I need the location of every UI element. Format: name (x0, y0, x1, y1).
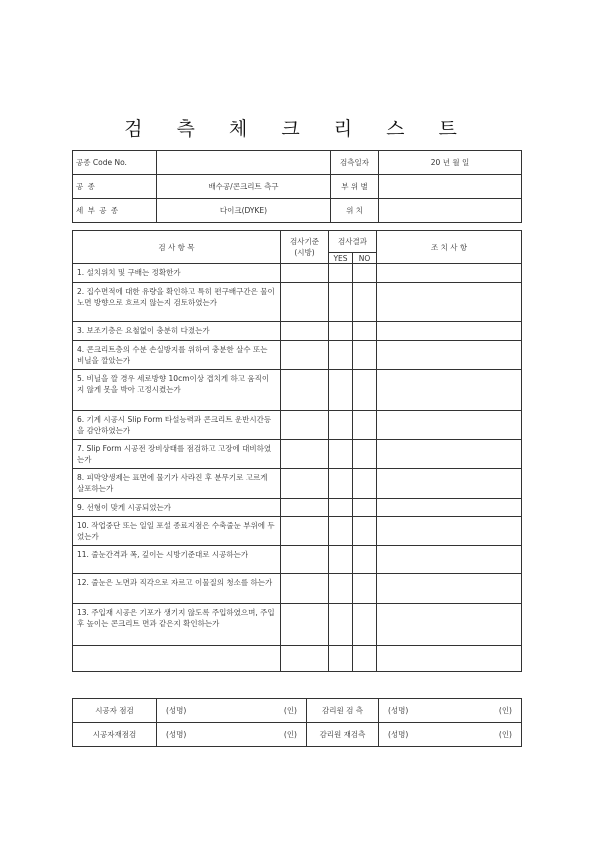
yes-cell[interactable] (329, 264, 353, 283)
action-cell[interactable] (377, 604, 522, 646)
checklist-item-text: 12. 줄눈은 노면과 직각으로 자르고 이물질의 청소를 하는가 (73, 574, 281, 604)
standard-cell[interactable] (281, 341, 329, 370)
standard-cell[interactable] (281, 283, 329, 322)
standard-cell[interactable] (281, 604, 329, 646)
action-cell[interactable] (377, 546, 522, 574)
seal-text: (인) (283, 730, 297, 739)
checklist-item-text: 11. 줄눈간격과 폭, 깊이는 시방기준대로 시공하는가 (73, 546, 281, 574)
col-yes-header: YES (329, 253, 353, 264)
checklist-item-text: 7. Slip Form 시공전 장비상태를 점검하고 고장에 대비하였는가 (73, 440, 281, 469)
checklist-row (73, 370, 522, 411)
no-cell[interactable] (353, 341, 377, 370)
seal-text: (인) (498, 730, 512, 739)
yes-cell[interactable] (329, 440, 353, 469)
supervisor-reinspection-label: 감리원 재검측 (307, 723, 379, 747)
checklist-row (73, 646, 522, 672)
supervisor-reinspection-sign[interactable] (379, 723, 522, 747)
no-cell[interactable] (353, 283, 377, 322)
no-cell[interactable] (353, 646, 377, 672)
sign-name-text: (성명) (166, 730, 187, 739)
no-cell[interactable] (353, 517, 377, 546)
checklist-item-text: 10. 작업중단 또는 일일 포설 종료지점은 수축줄눈 부위에 두었는가 (73, 517, 281, 546)
checklist-item-text: 5. 비닐을 깔 경우 세로방향 10cm이상 겹치게 하고 움직이지 않게 못을 박아 고정시켰는가 (73, 370, 281, 411)
standard-cell[interactable] (281, 546, 329, 574)
checklist-item-text: 3. 보조기층은 요철없이 충분히 다졌는가 (73, 322, 281, 341)
col-item-header: 검 사 항 목 (73, 231, 281, 264)
checklist-row (73, 517, 522, 546)
standard-cell[interactable] (281, 517, 329, 546)
part-name-label: 부 위 별 (331, 175, 379, 199)
yes-cell[interactable] (329, 370, 353, 411)
document-title: 검 측 체 크 리 스 트 (124, 118, 471, 140)
standard-cell[interactable] (281, 322, 329, 341)
signature-table (72, 698, 522, 747)
standard-cell[interactable] (281, 440, 329, 469)
yes-cell[interactable] (329, 646, 353, 672)
no-cell[interactable] (353, 499, 377, 517)
checklist-item-text: 6. 기계 시공시 Slip Form 타설능력과 콘크리트 운반시간등을 감안하였는가 (73, 411, 281, 440)
no-cell[interactable] (353, 370, 377, 411)
yes-cell[interactable] (329, 411, 353, 440)
col-result-header: 검사결과 (329, 231, 377, 253)
standard-cell[interactable] (281, 411, 329, 440)
work-type-value: 배수공/콘크리트 측구 (157, 175, 331, 199)
inspection-date-label: 검측일자 (331, 151, 379, 175)
no-cell[interactable] (353, 604, 377, 646)
checklist-table (72, 230, 522, 672)
checklist-row (73, 264, 522, 283)
col-standard-header: 검사기준 (시방) (281, 231, 329, 264)
action-cell[interactable] (377, 264, 522, 283)
checklist-row (73, 440, 522, 469)
action-cell[interactable] (377, 469, 522, 499)
work-code-label: 공종 Code No. (73, 151, 157, 175)
standard-cell[interactable] (281, 499, 329, 517)
supervisor-inspection-sign[interactable] (379, 699, 522, 723)
supervisor-inspection-label: 감리원 검 측 (307, 699, 379, 723)
yes-cell[interactable] (329, 341, 353, 370)
seal-text: (인) (283, 706, 297, 715)
col-no-header: NO (353, 253, 377, 264)
no-cell[interactable] (353, 264, 377, 283)
col-action-header: 조 치 사 항 (377, 231, 522, 264)
action-cell[interactable] (377, 574, 522, 604)
header-info-table (72, 150, 522, 223)
yes-cell[interactable] (329, 574, 353, 604)
checklist-item-text: 4. 콘크리트층의 수분 손실방지를 위하여 충분한 살수 또는 비닐을 깔았는가 (73, 341, 281, 370)
standard-cell[interactable] (281, 264, 329, 283)
yes-cell[interactable] (329, 517, 353, 546)
no-cell[interactable] (353, 440, 377, 469)
yes-cell[interactable] (329, 469, 353, 499)
action-cell[interactable] (377, 322, 522, 341)
sub-work-label: 세 부 공 종 (73, 199, 157, 223)
action-cell[interactable] (377, 440, 522, 469)
sign-name-text: (성명) (166, 706, 187, 715)
action-cell[interactable] (377, 411, 522, 440)
checklist-item-text: 9. 선형이 맞게 시공되었는가 (73, 499, 281, 517)
no-cell[interactable] (353, 546, 377, 574)
checklist-item-text: 8. 피막양생제는 표면에 물기가 사라진 후 분무기로 고르게 살포하는가 (73, 469, 281, 499)
no-cell[interactable] (353, 574, 377, 604)
contractor-recheck-label: 시공자재점검 (73, 723, 157, 747)
location-label: 위 치 (331, 199, 379, 223)
no-cell[interactable] (353, 322, 377, 341)
checklist-row (73, 322, 522, 341)
yes-cell[interactable] (329, 546, 353, 574)
checklist-row (73, 574, 522, 604)
action-cell[interactable] (377, 370, 522, 411)
checklist-item-text: 1. 설치위치 및 구배는 정확한가 (73, 264, 281, 283)
sign-name-text: (성명) (388, 706, 409, 715)
seal-text: (인) (498, 706, 512, 715)
standard-cell[interactable] (281, 646, 329, 672)
no-cell[interactable] (353, 411, 377, 440)
yes-cell[interactable] (329, 499, 353, 517)
contractor-check-sign[interactable] (157, 699, 307, 723)
checklist-row (73, 604, 522, 646)
action-cell[interactable] (377, 283, 522, 322)
action-cell[interactable] (377, 341, 522, 370)
yes-cell[interactable] (329, 322, 353, 341)
work-type-label: 공 종 (73, 175, 157, 199)
standard-cell[interactable] (281, 574, 329, 604)
location-value[interactable] (379, 199, 522, 223)
checklist-row (73, 283, 522, 322)
checklist-item-text (73, 646, 281, 672)
sign-name-text: (성명) (388, 730, 409, 739)
checklist-row (73, 499, 522, 517)
checklist-row (73, 341, 522, 370)
work-code-value[interactable] (157, 151, 331, 175)
checklist-item-text: 13. 주입재 시공은 기포가 생기지 않도록 주입하였으며, 주입 후 높이는 콘크리트 면과 같은지 확인하는가 (73, 604, 281, 646)
checklist-row (73, 411, 522, 440)
action-cell[interactable] (377, 646, 522, 672)
checklist-row (73, 469, 522, 499)
contractor-check-label: 시공자 점검 (73, 699, 157, 723)
yes-cell[interactable] (329, 283, 353, 322)
part-name-value[interactable] (379, 175, 522, 199)
yes-cell[interactable] (329, 604, 353, 646)
inspection-date-value[interactable]: 20 년 월 일 (379, 151, 522, 175)
action-cell[interactable] (377, 499, 522, 517)
no-cell[interactable] (353, 469, 377, 499)
action-cell[interactable] (377, 517, 522, 546)
checklist-item-text: 2. 집수면적에 대한 유량을 확인하고 특히 편구배구간은 물이 노면 방향으로 흐르지 않는지 검토하였는가 (73, 283, 281, 322)
standard-cell[interactable] (281, 469, 329, 499)
checklist-row (73, 546, 522, 574)
contractor-recheck-sign[interactable] (157, 723, 307, 747)
standard-cell[interactable] (281, 370, 329, 411)
sub-work-value: 다이크(DYKE) (157, 199, 331, 223)
